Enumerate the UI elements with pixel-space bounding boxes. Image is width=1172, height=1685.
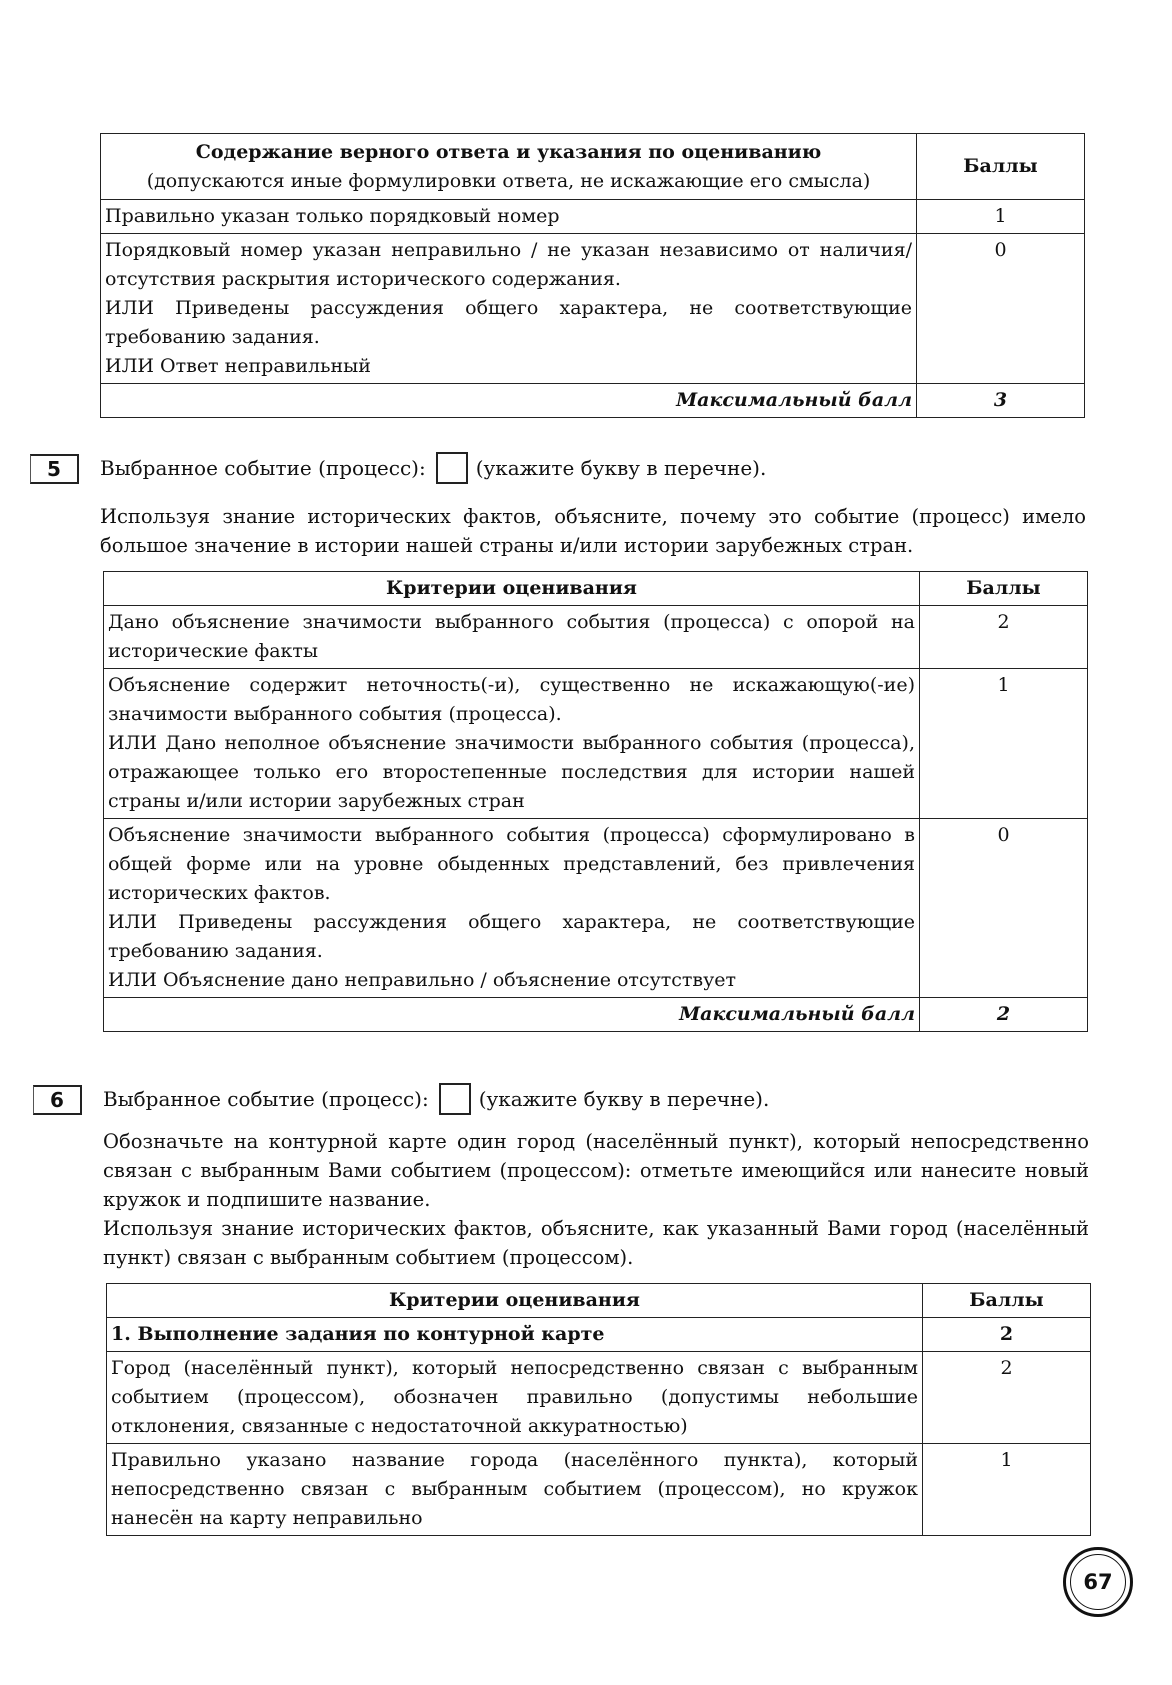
criterion-line: Порядковый номер указан неправильно / не указан независимо от наличия/отсутствия раскрытия исторического содержания. — [105, 239, 912, 290]
criterion-line: ИЛИ Объяснение дано неправильно / объяснение отсутствует — [108, 969, 737, 991]
criterion-text — [107, 1352, 923, 1444]
criterion-points: 1 — [920, 669, 1088, 819]
task6-instruction-text-2: Используя знание исторических фактов, объясните, как указанный Вами город (населённый пункт) связан с выбранным событием (процессом). — [103, 1217, 1089, 1269]
criteria-header-subtitle: (допускаются иные формулировки ответа, не искажающие его смысла) — [146, 169, 871, 192]
criterion-text — [107, 1444, 923, 1536]
section-title: 1. Выполнение задания по контурной карте — [107, 1318, 923, 1352]
criterion-line: ИЛИ Приведены рассуждения общего характера, не соответствующие требованию задания. — [105, 297, 912, 348]
points-header: Баллы — [923, 1284, 1091, 1318]
criteria-header: Критерии оценивания — [104, 572, 920, 606]
criterion-line: ИЛИ Ответ неправильный — [105, 355, 371, 377]
task-number-5: 5 — [30, 454, 79, 484]
section-row — [107, 1318, 1091, 1352]
section-points: 2 — [923, 1318, 1091, 1352]
criterion-line: Город (населённый пункт), который непосредственно связан с выбранным событием (процессом), обозначен правильно (допустимы небольшие отклонения, связанные с недостаточной аккуратностью) — [111, 1357, 918, 1437]
criterion-points: 1 — [923, 1444, 1091, 1536]
task6-chosen-hint: (укажите букву в перечне). — [478, 1087, 770, 1111]
criterion-text: Правильно указан только порядковый номер — [101, 200, 917, 234]
table-row — [104, 606, 1088, 669]
criterion-text — [104, 606, 920, 669]
max-score-row — [104, 998, 1088, 1032]
table-row — [101, 234, 1085, 384]
task6-chosen-label: Выбранное событие (процесс): — [103, 1087, 429, 1111]
scoring-table-task5 — [103, 571, 1088, 1032]
task5-chosen-label: Выбранное событие (процесс): — [100, 456, 426, 480]
criteria-header: Критерии оценивания — [107, 1284, 923, 1318]
scoring-table-task6 — [106, 1283, 1091, 1536]
scoring-table-task4 — [100, 133, 1085, 418]
criterion-line: ИЛИ Дано неполное объяснение значимости выбранного события (процесса), отражающее только его второстепенные последствия для истории нашей страны и/или истории зарубежных стран — [108, 732, 915, 812]
task5-chosen-hint: (укажите букву в перечне). — [475, 456, 767, 480]
task6-answer-box[interactable] — [439, 1083, 471, 1115]
task5-instruction — [100, 502, 1086, 560]
criterion-line: ИЛИ Приведены рассуждения общего характера, не соответствующие требованию задания. — [108, 911, 915, 962]
task5-instruction-text: Используя знание исторических фактов, объясните, почему это событие (процесс) имело большое значение в истории нашей страны и/или истории зарубежных стран. — [100, 505, 1086, 557]
points-header: Баллы — [920, 572, 1088, 606]
points-header: Баллы — [917, 134, 1085, 200]
max-score-label: Максимальный балл — [101, 384, 917, 418]
criterion-text — [104, 669, 920, 819]
max-score-label: Максимальный балл — [104, 998, 920, 1032]
task6-instruction-text-1: Обозначьте на контурной карте один город (населённый пункт), который непосредственно связан с выбранным Вами событием (процессом): отметьте имеющийся или нанесите новый кружок и подпишите название. — [103, 1130, 1089, 1211]
criterion-points: 0 — [920, 819, 1088, 998]
criterion-points: 2 — [920, 606, 1088, 669]
criterion-points: 2 — [923, 1352, 1091, 1444]
table-row — [107, 1352, 1091, 1444]
criterion-line: Правильно указано название города (населённого пункта), который непосредственно связан с выбранным событием (процессом), но кружок нанесён на карту неправильно — [111, 1449, 918, 1529]
max-score-value: 2 — [920, 998, 1088, 1032]
table-row — [107, 1444, 1091, 1536]
criteria-header-title: Содержание верного ответа и указания по оцениванию — [195, 140, 822, 163]
task6-instruction — [103, 1127, 1089, 1272]
criteria-header — [101, 134, 917, 200]
max-score-row — [101, 384, 1085, 418]
page-number: 67 — [1070, 1554, 1126, 1610]
page-number-badge — [1063, 1547, 1133, 1617]
max-score-value: 3 — [917, 384, 1085, 418]
task-number-6: 6 — [33, 1085, 82, 1115]
task6-chosen-event — [103, 1083, 769, 1115]
task5-chosen-event — [100, 452, 766, 484]
criterion-line: Объяснение содержит неточность(-и), существенно не искажающую(-ие) значимости выбранного события (процесса). — [108, 674, 915, 725]
criterion-line: Дано объяснение значимости выбранного события (процесса) с опорой на исторические факты — [108, 611, 915, 662]
table-row — [104, 669, 1088, 819]
criterion-points: 1 — [917, 200, 1085, 234]
table-row — [104, 819, 1088, 998]
criterion-text — [101, 234, 917, 384]
criterion-points: 0 — [917, 234, 1085, 384]
criterion-line: Объяснение значимости выбранного события (процесса) сформулировано в общей форме или на уровне обыденных представлений, без привлечения исторических фактов. — [108, 824, 915, 904]
table-row — [101, 200, 1085, 234]
task5-answer-box[interactable] — [436, 452, 468, 484]
criterion-text — [104, 819, 920, 998]
